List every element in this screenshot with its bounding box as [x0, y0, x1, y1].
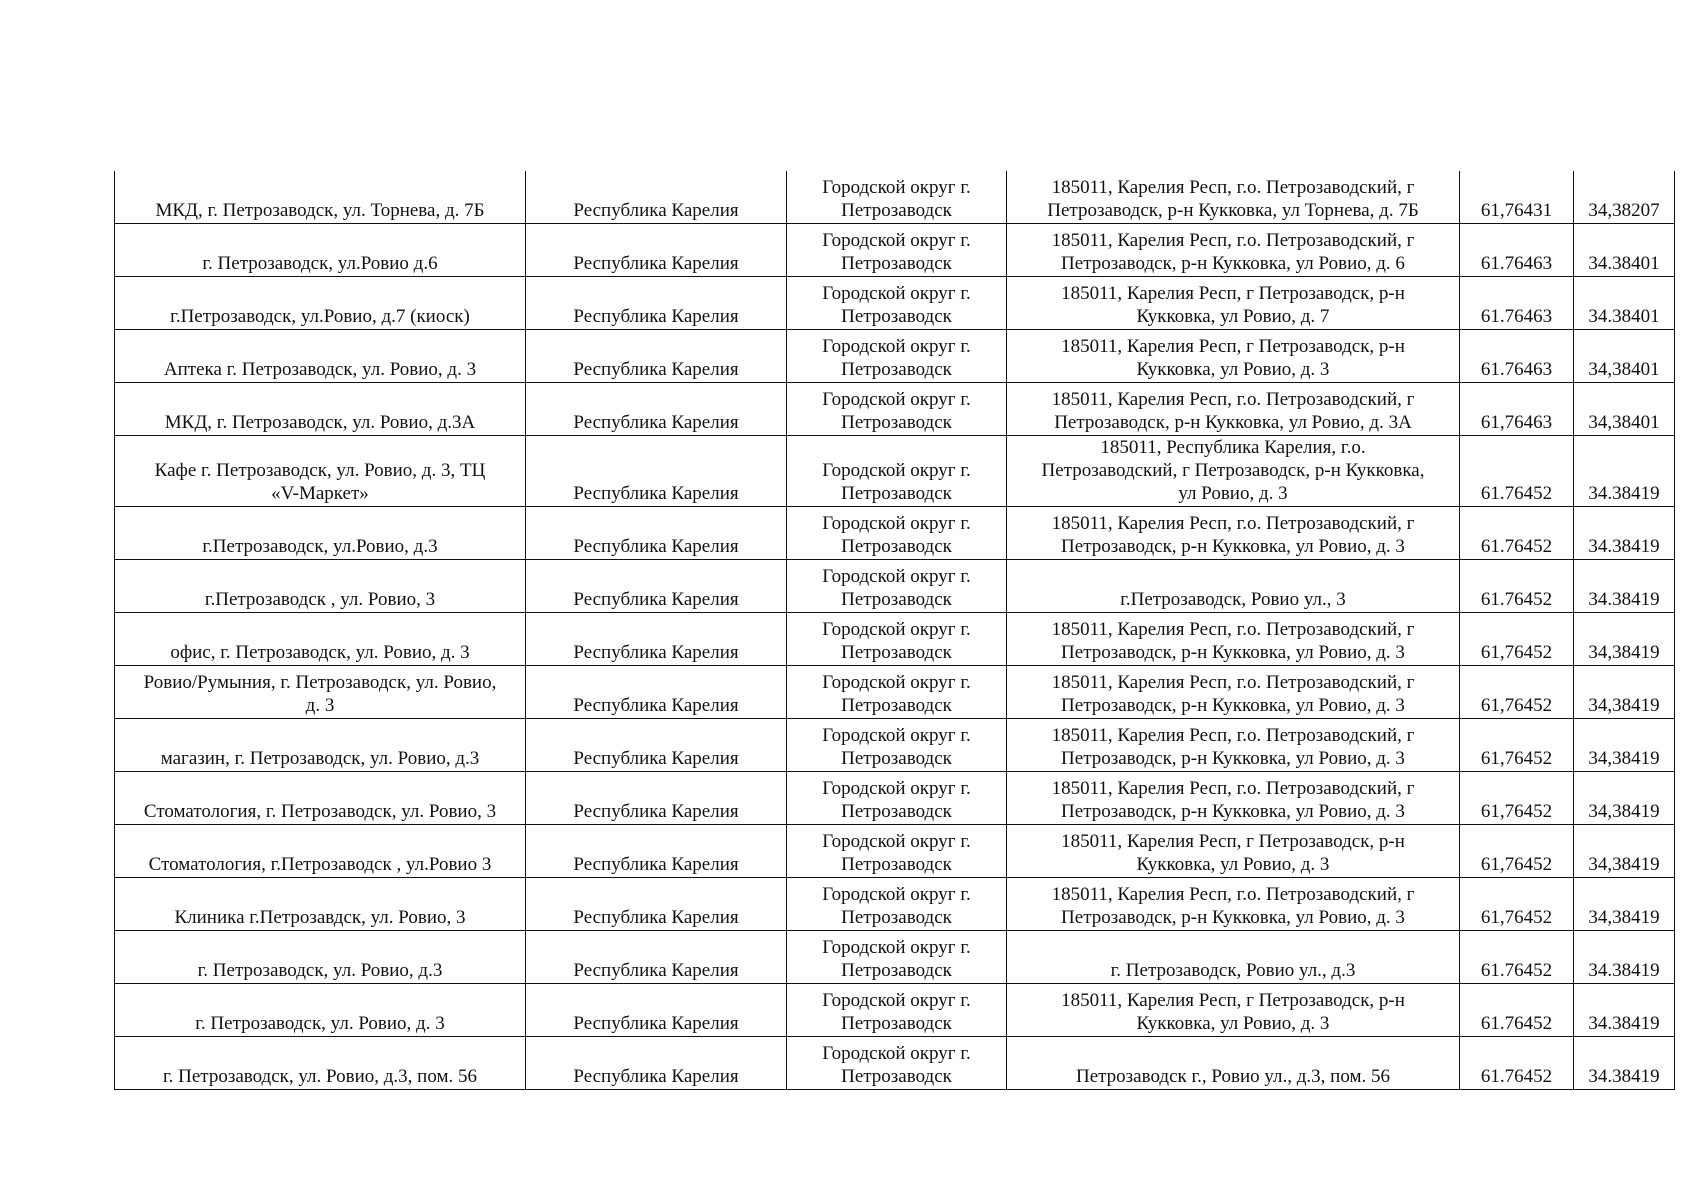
district-cell: Городской округ г. Петрозаводск — [787, 171, 1007, 224]
region-cell: Республика Карелия — [526, 277, 787, 330]
table-row — [115, 171, 1675, 224]
latitude-cell: 61,76452 — [1460, 719, 1574, 772]
region-cell: Республика Карелия — [526, 984, 787, 1037]
region-cell: Республика Карелия — [526, 825, 787, 878]
district-cell: Городской округ г. Петрозаводск — [787, 277, 1007, 330]
object-name-cell: г.Петрозаводск , ул. Ровио, 3 — [115, 560, 526, 613]
longitude-cell: 34,38401 — [1574, 383, 1675, 436]
object-name-cell: г. Петрозаводск, ул.Ровио д.6 — [115, 224, 526, 277]
region-cell: Республика Карелия — [526, 931, 787, 984]
table-row — [115, 560, 1675, 613]
address-cell: Петрозаводск г., Ровио ул., д.3, пом. 56 — [1007, 1037, 1460, 1090]
table-body — [115, 171, 1675, 1090]
latitude-cell: 61.76452 — [1460, 984, 1574, 1037]
longitude-cell: 34,38419 — [1574, 772, 1675, 825]
table-row — [115, 436, 1675, 507]
latitude-cell: 61,76452 — [1460, 772, 1574, 825]
district-cell: Городской округ г. Петрозаводск — [787, 224, 1007, 277]
table-row — [115, 277, 1675, 330]
address-cell: 185011, Карелия Респ, г.о. Петрозаводский, г Петрозаводск, р-н Кукковка, ул Ровио, д. 3 — [1007, 613, 1460, 666]
address-cell: 185011, Карелия Респ, г.о. Петрозаводский, г Петрозаводск, р-н Кукковка, ул Ровио, д. 3 — [1007, 666, 1460, 719]
longitude-cell: 34,38419 — [1574, 878, 1675, 931]
district-cell: Городской округ г. Петрозаводск — [787, 560, 1007, 613]
table-row — [115, 507, 1675, 560]
region-cell: Республика Карелия — [526, 436, 787, 507]
table-row — [115, 984, 1675, 1037]
object-name-cell: Кафе г. Петрозаводск, ул. Ровио, д. 3, ТЦ «V-Маркет» — [115, 436, 526, 507]
object-name-cell: Ровио/Румыния, г. Петрозаводск, ул. Ровио, д. 3 — [115, 666, 526, 719]
district-cell: Городской округ г. Петрозаводск — [787, 984, 1007, 1037]
object-name-cell: Аптека г. Петрозаводск, ул. Ровио, д. 3 — [115, 330, 526, 383]
region-cell: Республика Карелия — [526, 613, 787, 666]
object-name-cell: Стоматология, г.Петрозаводск , ул.Ровио 3 — [115, 825, 526, 878]
district-cell: Городской округ г. Петрозаводск — [787, 330, 1007, 383]
longitude-cell: 34,38419 — [1574, 825, 1675, 878]
longitude-cell: 34.38419 — [1574, 1037, 1675, 1090]
region-cell: Республика Карелия — [526, 224, 787, 277]
locations-table — [114, 171, 1675, 1090]
district-cell: Городской округ г. Петрозаводск — [787, 878, 1007, 931]
address-cell: 185011, Карелия Респ, г.о. Петрозаводский, г Петрозаводск, р-н Кукковка, ул Ровио, д. 3 — [1007, 719, 1460, 772]
address-cell: 185011, Карелия Респ, г.о. Петрозаводский, г Петрозаводск, р-н Кукковка, ул Ровио, д. 6 — [1007, 224, 1460, 277]
table-row — [115, 825, 1675, 878]
latitude-cell: 61,76452 — [1460, 878, 1574, 931]
object-name-cell: офис, г. Петрозаводск, ул. Ровио, д. 3 — [115, 613, 526, 666]
object-name-cell: МКД, г. Петрозаводск, ул. Ровио, д.3А — [115, 383, 526, 436]
region-cell: Республика Карелия — [526, 666, 787, 719]
region-cell: Республика Карелия — [526, 383, 787, 436]
object-name-cell: г.Петрозаводск, ул.Ровио, д.3 — [115, 507, 526, 560]
district-cell: Городской округ г. Петрозаводск — [787, 772, 1007, 825]
table-row — [115, 878, 1675, 931]
address-cell: 185011, Карелия Респ, г.о. Петрозаводский, г Петрозаводск, р-н Кукковка, ул Торнева, д. 7Б — [1007, 171, 1460, 224]
address-cell: 185011, Карелия Респ, г.о. Петрозаводский, г Петрозаводск, р-н Кукковка, ул Ровио, д. 3 — [1007, 507, 1460, 560]
district-cell: Городской округ г. Петрозаводск — [787, 383, 1007, 436]
address-cell: 185011, Карелия Респ, г Петрозаводск, р-н Кукковка, ул Ровио, д. 3 — [1007, 330, 1460, 383]
table-row — [115, 931, 1675, 984]
address-cell: 185011, Карелия Респ, г Петрозаводск, р-н Кукковка, ул Ровио, д. 3 — [1007, 825, 1460, 878]
region-cell: Республика Карелия — [526, 560, 787, 613]
object-name-cell: г.Петрозаводск, ул.Ровио, д.7 (киоск) — [115, 277, 526, 330]
longitude-cell: 34.38419 — [1574, 560, 1675, 613]
longitude-cell: 34.38401 — [1574, 277, 1675, 330]
address-cell: 185011, Республика Карелия, г.о. Петрозаводский, г Петрозаводск, р-н Кукковка, ул Ровио, д. 3 — [1007, 436, 1460, 507]
latitude-cell: 61,76452 — [1460, 666, 1574, 719]
address-cell: 185011, Карелия Респ, г.о. Петрозаводский, г Петрозаводск, р-н Кукковка, ул Ровио, д. 3 — [1007, 878, 1460, 931]
address-cell: 185011, Карелия Респ, г.о. Петрозаводский, г Петрозаводск, р-н Кукковка, ул Ровио, д. 3 — [1007, 772, 1460, 825]
object-name-cell: магазин, г. Петрозаводск, ул. Ровио, д.3 — [115, 719, 526, 772]
table-row — [115, 330, 1675, 383]
district-cell: Городской округ г. Петрозаводск — [787, 436, 1007, 507]
object-name-cell: МКД, г. Петрозаводск, ул. Торнева, д. 7Б — [115, 171, 526, 224]
table-row — [115, 666, 1675, 719]
object-name-cell: Стоматология, г. Петрозаводск, ул. Ровио, 3 — [115, 772, 526, 825]
object-name-cell: г. Петрозаводск, ул. Ровио, д. 3 — [115, 984, 526, 1037]
region-cell: Республика Карелия — [526, 719, 787, 772]
address-cell: г. Петрозаводск, Ровио ул., д.3 — [1007, 931, 1460, 984]
longitude-cell: 34.38419 — [1574, 931, 1675, 984]
object-name-cell: Клиника г.Петрозавдск, ул. Ровио, 3 — [115, 878, 526, 931]
latitude-cell: 61,76431 — [1460, 171, 1574, 224]
table-row — [115, 1037, 1675, 1090]
district-cell: Городской округ г. Петрозаводск — [787, 825, 1007, 878]
longitude-cell: 34,38419 — [1574, 613, 1675, 666]
latitude-cell: 61.76452 — [1460, 507, 1574, 560]
object-name-cell: г. Петрозаводск, ул. Ровио, д.3, пом. 56 — [115, 1037, 526, 1090]
latitude-cell: 61,76463 — [1460, 383, 1574, 436]
longitude-cell: 34.38419 — [1574, 436, 1675, 507]
longitude-cell: 34.38401 — [1574, 224, 1675, 277]
district-cell: Городской округ г. Петрозаводск — [787, 507, 1007, 560]
address-cell: 185011, Карелия Респ, г.о. Петрозаводский, г Петрозаводск, р-н Кукковка, ул Ровио, д. 3А — [1007, 383, 1460, 436]
region-cell: Республика Карелия — [526, 878, 787, 931]
region-cell: Республика Карелия — [526, 772, 787, 825]
region-cell: Республика Карелия — [526, 330, 787, 383]
longitude-cell: 34,38401 — [1574, 330, 1675, 383]
latitude-cell: 61.76452 — [1460, 560, 1574, 613]
longitude-cell: 34,38207 — [1574, 171, 1675, 224]
object-name-cell: г. Петрозаводск, ул. Ровио, д.3 — [115, 931, 526, 984]
table-row — [115, 224, 1675, 277]
district-cell: Городской округ г. Петрозаводск — [787, 666, 1007, 719]
table-row — [115, 383, 1675, 436]
table-row — [115, 772, 1675, 825]
district-cell: Городской округ г. Петрозаводск — [787, 719, 1007, 772]
latitude-cell: 61.76463 — [1460, 224, 1574, 277]
address-cell: г.Петрозаводск, Ровио ул., 3 — [1007, 560, 1460, 613]
longitude-cell: 34.38419 — [1574, 507, 1675, 560]
longitude-cell: 34,38419 — [1574, 666, 1675, 719]
district-cell: Городской округ г. Петрозаводск — [787, 931, 1007, 984]
longitude-cell: 34.38419 — [1574, 984, 1675, 1037]
address-cell: 185011, Карелия Респ, г Петрозаводск, р-н Кукковка, ул Ровио, д. 3 — [1007, 984, 1460, 1037]
longitude-cell: 34,38419 — [1574, 719, 1675, 772]
region-cell: Республика Карелия — [526, 507, 787, 560]
latitude-cell: 61.76452 — [1460, 1037, 1574, 1090]
latitude-cell: 61,76452 — [1460, 613, 1574, 666]
table-row — [115, 613, 1675, 666]
latitude-cell: 61.76452 — [1460, 436, 1574, 507]
region-cell: Республика Карелия — [526, 1037, 787, 1090]
latitude-cell: 61,76452 — [1460, 825, 1574, 878]
district-cell: Городской округ г. Петрозаводск — [787, 613, 1007, 666]
latitude-cell: 61.76463 — [1460, 330, 1574, 383]
document-page — [114, 171, 1674, 1090]
latitude-cell: 61.76463 — [1460, 277, 1574, 330]
address-cell: 185011, Карелия Респ, г Петрозаводск, р-н Кукковка, ул Ровио, д. 7 — [1007, 277, 1460, 330]
latitude-cell: 61.76452 — [1460, 931, 1574, 984]
district-cell: Городской округ г. Петрозаводск — [787, 1037, 1007, 1090]
region-cell: Республика Карелия — [526, 171, 787, 224]
table-row — [115, 719, 1675, 772]
